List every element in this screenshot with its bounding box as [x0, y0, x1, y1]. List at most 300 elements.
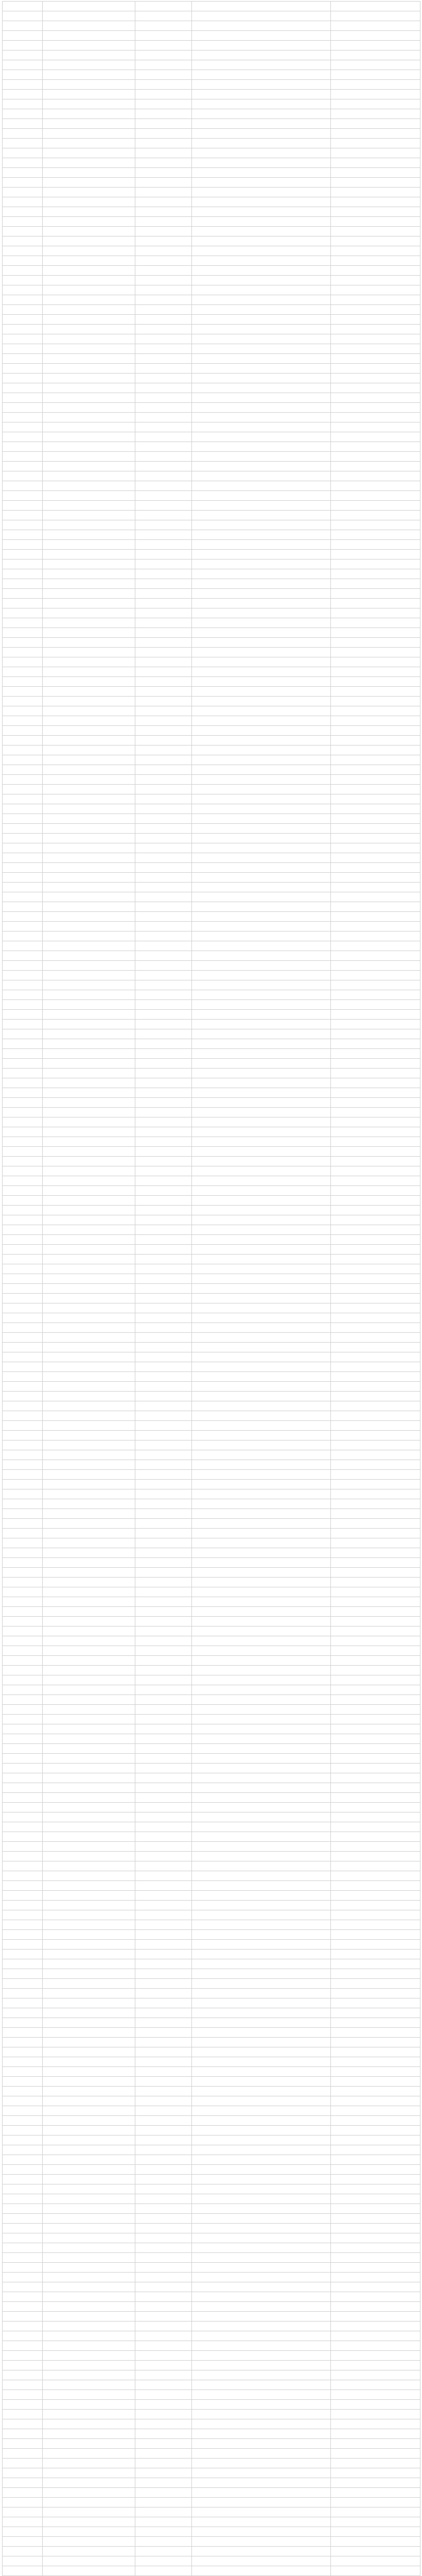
row-region: [331, 41, 420, 50]
table-row: [3, 1294, 420, 1303]
table-row: [3, 1049, 420, 1059]
row-school: [192, 344, 331, 354]
row-school: [192, 1910, 331, 1920]
table-row: [3, 2077, 420, 2087]
table-row: [3, 266, 420, 276]
row-name: [43, 706, 135, 716]
row-number: [3, 1460, 43, 1470]
row-name: [43, 1871, 135, 1881]
row-gender: [135, 2351, 192, 2361]
row-school: [192, 1225, 331, 1235]
row-school: [192, 794, 331, 804]
row-school: [192, 1333, 331, 1343]
row-name: [43, 1010, 135, 1020]
row-name: [43, 1362, 135, 1372]
table-row: [3, 207, 420, 217]
row-gender: [135, 2018, 192, 2028]
row-region: [331, 990, 420, 1000]
row-gender: [135, 608, 192, 618]
row-number: [3, 892, 43, 902]
row-gender: [135, 775, 192, 785]
row-region: [331, 1842, 420, 1852]
row-region: [331, 1450, 420, 1460]
table-row: [3, 1255, 420, 1264]
table-row: [3, 256, 420, 266]
row-region: [331, 2273, 420, 2282]
row-school: [192, 922, 331, 931]
row-school: [192, 452, 331, 462]
row-region: [331, 1372, 420, 1382]
row-name: [43, 1558, 135, 1568]
row-number: [3, 471, 43, 481]
row-region: [331, 2018, 420, 2028]
row-number: [3, 1695, 43, 1705]
row-number: [3, 266, 43, 276]
row-name: [43, 1940, 135, 1950]
table-row: [3, 1313, 420, 1323]
row-region: [331, 393, 420, 403]
row-region: [331, 1127, 420, 1137]
row-school: [192, 31, 331, 41]
row-name: [43, 1127, 135, 1137]
table-row: [3, 2047, 420, 2057]
row-number: [3, 961, 43, 971]
row-number: [3, 1284, 43, 1294]
table-row: [3, 1744, 420, 1754]
row-number: [3, 1568, 43, 1578]
row-name: [43, 1783, 135, 1793]
row-name: [43, 775, 135, 785]
row-school: [192, 295, 331, 305]
table-row: [3, 2087, 420, 2096]
row-region: [331, 1754, 420, 1764]
row-school: [192, 1626, 331, 1636]
row-school: [192, 217, 331, 227]
table-row: [3, 1959, 420, 1969]
row-school: [192, 2008, 331, 2018]
row-number: [3, 2106, 43, 2116]
row-gender: [135, 1284, 192, 1294]
row-name: [43, 1812, 135, 1822]
row-name: [43, 227, 135, 236]
row-school: [192, 530, 331, 540]
row-name: [43, 1186, 135, 1196]
row-school: [192, 1852, 331, 1861]
row-gender: [135, 1215, 192, 1225]
row-gender: [135, 922, 192, 931]
row-school: [192, 1382, 331, 1392]
table-row: [3, 1020, 420, 1029]
row-number: [3, 1215, 43, 1225]
row-gender: [135, 2478, 192, 2488]
table-row: [3, 1108, 420, 1117]
row-region: [331, 1803, 420, 1812]
table-row: [3, 569, 420, 579]
row-school: [192, 432, 331, 442]
row-region: [331, 1166, 420, 1176]
row-number: [3, 1940, 43, 1950]
table-row: [3, 70, 420, 80]
row-name: [43, 2224, 135, 2233]
row-number: [3, 1842, 43, 1852]
table-row: [3, 1274, 420, 1284]
row-school: [192, 1744, 331, 1754]
row-number: [3, 2507, 43, 2517]
row-region: [331, 2204, 420, 2214]
row-gender: [135, 1901, 192, 1910]
row-name: [43, 315, 135, 325]
row-number: [3, 1176, 43, 1186]
row-name: [43, 1196, 135, 1206]
row-school: [192, 1930, 331, 1940]
row-number: [3, 2038, 43, 2047]
row-region: [331, 579, 420, 589]
row-gender: [135, 1372, 192, 1382]
row-gender: [135, 843, 192, 853]
row-region: [331, 2253, 420, 2263]
row-gender: [135, 1108, 192, 1117]
row-number: [3, 1666, 43, 1675]
row-name: [43, 2263, 135, 2273]
row-name: [43, 1578, 135, 1587]
table-row: [3, 1881, 420, 1891]
row-number: [3, 1411, 43, 1421]
row-name: [43, 462, 135, 471]
table-row: [3, 2547, 420, 2556]
row-gender: [135, 2087, 192, 2096]
table-row: [3, 1724, 420, 1734]
row-school: [192, 1480, 331, 1489]
row-gender: [135, 863, 192, 873]
row-number: [3, 1274, 43, 1284]
row-number: [3, 853, 43, 863]
row-number: [3, 1166, 43, 1176]
row-number: [3, 1372, 43, 1382]
row-region: [331, 951, 420, 961]
row-region: [331, 1480, 420, 1489]
row-region: [331, 207, 420, 217]
row-school: [192, 354, 331, 364]
row-region: [331, 422, 420, 432]
row-name: [43, 1998, 135, 2008]
row-name: [43, 188, 135, 197]
row-school: [192, 1411, 331, 1421]
row-number: [3, 374, 43, 383]
row-name: [43, 1206, 135, 1215]
table-row: [3, 2370, 420, 2380]
row-region: [331, 1059, 420, 1069]
table-row: [3, 2253, 420, 2263]
row-gender: [135, 873, 192, 883]
row-name: [43, 1842, 135, 1852]
row-gender: [135, 579, 192, 589]
row-region: [331, 1206, 420, 1215]
row-gender: [135, 569, 192, 579]
row-name: [43, 726, 135, 736]
row-gender: [135, 1529, 192, 1538]
row-region: [331, 1333, 420, 1343]
row-school: [192, 1294, 331, 1303]
row-number: [3, 2077, 43, 2087]
row-region: [331, 1597, 420, 1607]
row-school: [192, 1147, 331, 1157]
row-gender: [135, 471, 192, 481]
row-gender: [135, 892, 192, 902]
row-gender: [135, 2449, 192, 2459]
row-school: [192, 2077, 331, 2087]
table-row: [3, 1793, 420, 1803]
row-name: [43, 2439, 135, 2449]
registry-table: [2, 1, 420, 2576]
row-number: [3, 2096, 43, 2106]
table-row: [3, 1852, 420, 1861]
row-school: [192, 677, 331, 687]
row-name: [43, 1480, 135, 1489]
row-name: [43, 1666, 135, 1675]
row-region: [331, 1998, 420, 2008]
row-school: [192, 50, 331, 60]
row-region: [331, 1901, 420, 1910]
row-region: [331, 471, 420, 481]
row-region: [331, 1460, 420, 1470]
row-name: [43, 2351, 135, 2361]
row-gender: [135, 2459, 192, 2468]
row-gender: [135, 2, 192, 11]
table-row: [3, 1656, 420, 1666]
row-gender: [135, 2468, 192, 2478]
row-gender: [135, 1137, 192, 1147]
row-name: [43, 2126, 135, 2136]
row-region: [331, 520, 420, 530]
row-gender: [135, 1303, 192, 1313]
row-school: [192, 1137, 331, 1147]
row-number: [3, 1206, 43, 1215]
row-gender: [135, 2517, 192, 2527]
row-region: [331, 1940, 420, 1950]
row-number: [3, 2566, 43, 2576]
row-number: [3, 285, 43, 295]
row-region: [331, 2468, 420, 2478]
row-region: [331, 2556, 420, 2566]
row-school: [192, 2331, 331, 2341]
row-school: [192, 892, 331, 902]
row-region: [331, 608, 420, 618]
row-gender: [135, 990, 192, 1000]
row-name: [43, 2478, 135, 2488]
row-school: [192, 931, 331, 941]
row-region: [331, 638, 420, 648]
row-gender: [135, 60, 192, 70]
table-row: [3, 2527, 420, 2537]
row-school: [192, 599, 331, 608]
row-region: [331, 745, 420, 755]
row-school: [192, 1695, 331, 1705]
row-gender: [135, 1431, 192, 1440]
row-number: [3, 139, 43, 148]
table-row: [3, 364, 420, 374]
row-school: [192, 2390, 331, 2400]
row-gender: [135, 1255, 192, 1264]
row-region: [331, 1362, 420, 1372]
table-row: [3, 1626, 420, 1636]
row-name: [43, 2429, 135, 2439]
row-number: [3, 648, 43, 657]
row-name: [43, 1274, 135, 1284]
row-gender: [135, 276, 192, 285]
row-number: [3, 990, 43, 1000]
row-school: [192, 804, 331, 814]
row-name: [43, 2410, 135, 2419]
row-gender: [135, 129, 192, 139]
row-name: [43, 1724, 135, 1734]
row-name: [43, 716, 135, 726]
row-gender: [135, 2488, 192, 2498]
row-number: [3, 1578, 43, 1587]
row-region: [331, 119, 420, 129]
row-gender: [135, 422, 192, 432]
row-school: [192, 883, 331, 892]
table-row: [3, 2439, 420, 2449]
table-row: [3, 1245, 420, 1255]
row-number: [3, 2410, 43, 2419]
row-region: [331, 2028, 420, 2038]
row-number: [3, 736, 43, 745]
table-row: [3, 2184, 420, 2194]
row-school: [192, 1675, 331, 1685]
row-gender: [135, 1460, 192, 1470]
row-region: [331, 2498, 420, 2507]
row-name: [43, 2459, 135, 2468]
row-region: [331, 1930, 420, 1940]
row-name: [43, 11, 135, 21]
table-row: [3, 2390, 420, 2400]
table-row: [3, 785, 420, 794]
row-gender: [135, 1499, 192, 1509]
row-gender: [135, 1176, 192, 1186]
row-number: [3, 2321, 43, 2331]
table-row: [3, 2498, 420, 2507]
table-row: [3, 853, 420, 863]
row-region: [331, 697, 420, 706]
row-region: [331, 1078, 420, 1088]
row-gender: [135, 1382, 192, 1392]
table-row: [3, 2165, 420, 2175]
table-row: [3, 599, 420, 608]
row-number: [3, 1959, 43, 1969]
row-name: [43, 2155, 135, 2165]
row-number: [3, 344, 43, 354]
row-school: [192, 1861, 331, 1871]
row-region: [331, 11, 420, 21]
row-school: [192, 1157, 331, 1166]
row-region: [331, 1069, 420, 1078]
row-name: [43, 2165, 135, 2175]
row-number: [3, 2282, 43, 2292]
row-gender: [135, 246, 192, 256]
row-name: [43, 657, 135, 667]
table-row: [3, 638, 420, 648]
row-region: [331, 1323, 420, 1333]
table-row: [3, 1548, 420, 1558]
row-school: [192, 2419, 331, 2429]
row-number: [3, 1607, 43, 1617]
table-row: [3, 2067, 420, 2077]
row-school: [192, 667, 331, 677]
row-school: [192, 726, 331, 736]
row-number: [3, 442, 43, 452]
row-school: [192, 736, 331, 745]
row-number: [3, 775, 43, 785]
row-school: [192, 2321, 331, 2331]
row-region: [331, 1470, 420, 1480]
row-number: [3, 2556, 43, 2566]
row-name: [43, 2419, 135, 2429]
row-gender: [135, 432, 192, 442]
row-gender: [135, 2047, 192, 2057]
row-name: [43, 2106, 135, 2116]
row-name: [43, 677, 135, 687]
row-school: [192, 1646, 331, 1656]
row-gender: [135, 1470, 192, 1480]
row-number: [3, 11, 43, 21]
row-number: [3, 1636, 43, 1646]
row-region: [331, 2547, 420, 2556]
row-name: [43, 1245, 135, 1255]
table-row: [3, 158, 420, 168]
row-gender: [135, 1734, 192, 1744]
row-region: [331, 2527, 420, 2537]
table-row: [3, 1460, 420, 1470]
row-gender: [135, 1362, 192, 1372]
table-row: [3, 2410, 420, 2419]
row-school: [192, 550, 331, 560]
row-school: [192, 129, 331, 139]
row-number: [3, 70, 43, 80]
row-name: [43, 1323, 135, 1333]
row-number: [3, 638, 43, 648]
row-number: [3, 1950, 43, 1959]
row-region: [331, 1793, 420, 1803]
row-name: [43, 1529, 135, 1538]
table-row: [3, 1440, 420, 1450]
table-row: [3, 863, 420, 873]
row-name: [43, 2136, 135, 2145]
table-row: [3, 1715, 420, 1724]
row-school: [192, 1460, 331, 1470]
row-gender: [135, 452, 192, 462]
row-region: [331, 1088, 420, 1098]
table-row: [3, 2380, 420, 2390]
row-number: [3, 883, 43, 892]
row-name: [43, 305, 135, 315]
row-gender: [135, 2380, 192, 2390]
row-school: [192, 853, 331, 863]
row-region: [331, 266, 420, 276]
row-name: [43, 1950, 135, 1959]
row-number: [3, 569, 43, 579]
row-school: [192, 912, 331, 922]
row-region: [331, 2449, 420, 2459]
row-gender: [135, 2057, 192, 2067]
table-row: [3, 1196, 420, 1206]
table-row: [3, 452, 420, 462]
row-region: [331, 1548, 420, 1558]
row-school: [192, 589, 331, 599]
row-name: [43, 1499, 135, 1509]
row-number: [3, 941, 43, 951]
row-gender: [135, 1666, 192, 1675]
row-gender: [135, 716, 192, 726]
